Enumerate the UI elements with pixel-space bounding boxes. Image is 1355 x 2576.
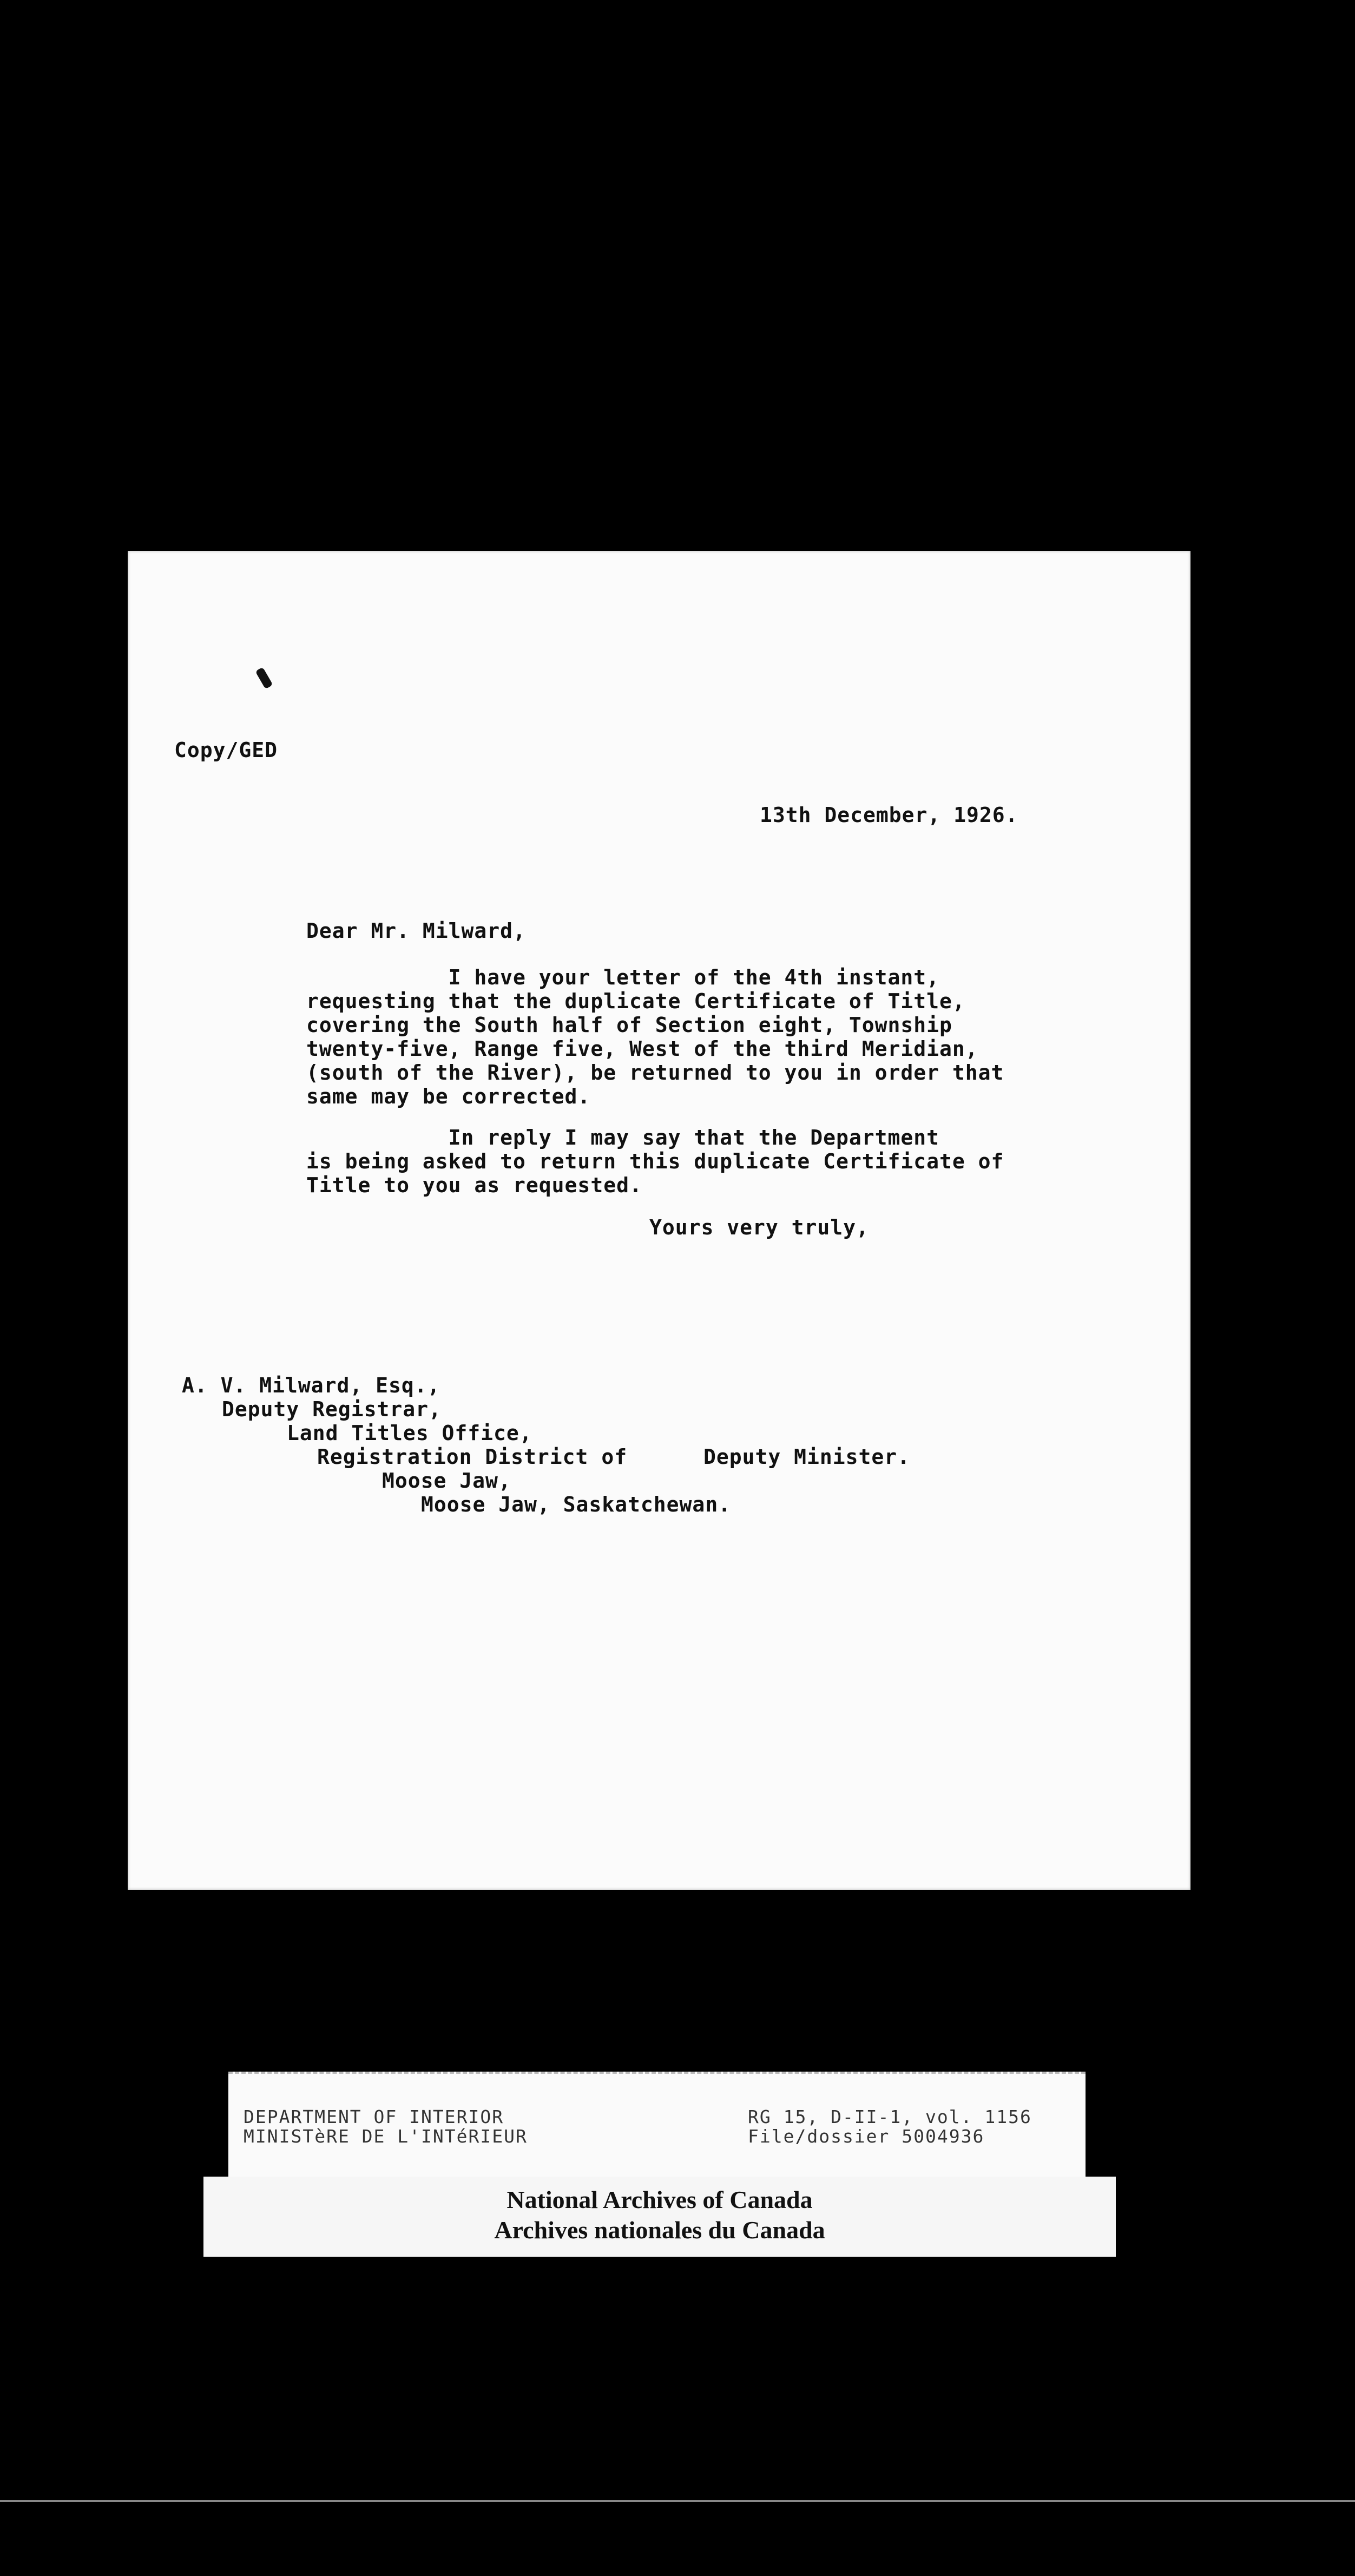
paragraph-line: requesting that the duplicate Certificate of Title, <box>306 989 965 1013</box>
letter-date: 13th December, 1926. <box>760 803 1018 827</box>
department-name-fr: MINISTèRE DE L'INTéRIEUR <box>244 2126 528 2147</box>
copy-mark: Copy/GED <box>174 738 278 762</box>
film-edge-line <box>0 2500 1355 2502</box>
addressee-line: Land Titles Office, <box>287 1421 532 1445</box>
file-number: File/dossier 5004936 <box>748 2126 985 2147</box>
paragraph-line: Title to you as requested. <box>306 1173 642 1197</box>
paragraph-line: twenty-five, Range five, West of the third Meridian, <box>306 1037 978 1061</box>
addressee-line: Deputy Registrar, <box>222 1397 442 1421</box>
addressee-line: A. V. Milward, Esq., <box>182 1374 440 1397</box>
addressee-line: Moose Jaw, Saskatchewan. <box>421 1493 732 1516</box>
paragraph-line: same may be corrected. <box>306 1085 591 1108</box>
record-group-reference: RG 15, D-II-1, vol. 1156 <box>748 2106 1032 2127</box>
addressee-line: Moose Jaw, <box>382 1469 511 1493</box>
paragraph-line: (south of the River), be returned to you in order that <box>306 1061 1004 1085</box>
paragraph-line: covering the South half of Section eight, Township <box>306 1013 952 1037</box>
archives-label <box>203 2177 1116 2257</box>
department-label <box>228 2072 1086 2178</box>
paragraph-line: I have your letter of the 4th instant, <box>306 965 940 989</box>
closing: Yours very truly, <box>649 1215 869 1239</box>
archives-name-en: National Archives of Canada <box>507 2186 813 2213</box>
signatory: Deputy Minister. <box>703 1445 911 1469</box>
paragraph-line: In reply I may say that the Department <box>306 1126 940 1149</box>
addressee-line: Registration District of <box>317 1445 628 1469</box>
archives-name-fr: Archives nationales du Canada <box>494 2216 825 2244</box>
paragraph-line: is being asked to return this duplicate Certificate of <box>306 1149 1004 1173</box>
salutation: Dear Mr. Milward, <box>306 919 526 943</box>
department-name-en: DEPARTMENT OF INTERIOR <box>244 2106 504 2127</box>
